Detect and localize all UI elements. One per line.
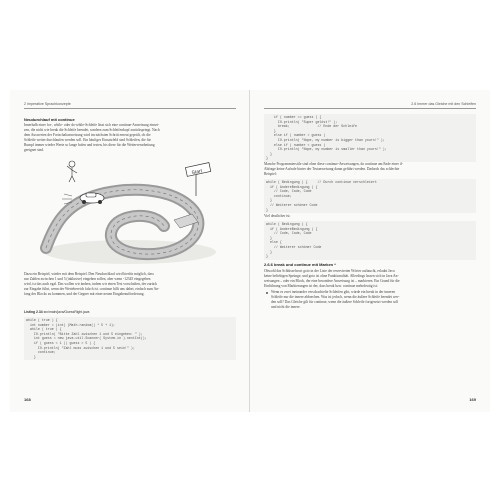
code-line: int guess = new java.util.Scanner( System.in ).nextInt(); [26, 336, 147, 341]
code-line: // Code, Code, Code [266, 189, 312, 194]
text-line: Abfrage keine Aufrufe hinter der Testanweisung daran geführt werden. Dadurch das schlechte [264, 167, 400, 171]
code-line: else if ( number < guess ) [266, 142, 326, 147]
code-line: IO.println( "Zahl muss zwischen 1 und 5 sein!" ); [26, 345, 135, 350]
code-line: } [26, 354, 36, 359]
book-spread [10, 90, 490, 412]
code-block-bad-example [264, 179, 476, 213]
text-line: Viel deutlicher ist: [264, 214, 291, 218]
clearer-paragraph [264, 214, 476, 219]
text-line: den soll? Das Gleiche gilt für continue, wenn die äußere Schleife fortgesetzt werden soll [271, 300, 399, 304]
text-line: weisungen – oder ein Block, der eine besondere Anweisung ist – markieren. Ein Grund für die [264, 279, 400, 283]
text-line: Dazu ein Beispiel, wieder mit dem Beispiel. Den Neudurchlauf wird hierfür möglich, dass [24, 272, 154, 276]
bullet-item [271, 290, 476, 310]
listing-caption [24, 310, 89, 314]
text-line: dem Auswerten der Fortschaltanweisung wird im nächsten Schritt erneut geprüft, ob die [24, 133, 151, 137]
text-line: zen, die nicht wie break die Schleife beendet, sondern zum Schleifenkopf zurückspringt. Nach [24, 128, 160, 132]
code-block-top [264, 114, 476, 162]
code-line: IO.println( "Super gelöst!" ); [266, 119, 338, 124]
code-line: if ( number == guess ) { [266, 115, 322, 119]
text-line: und nicht die innere. [271, 305, 301, 309]
style-paragraph [264, 162, 476, 177]
text-line: zur Eingabe führt, wenn der Wertebereich falsch ist. continue hilft uns dabei, einfach zum An- [24, 287, 160, 291]
text-line: Beispiel: [264, 172, 277, 176]
race-car-icon [62, 193, 104, 204]
text-line: Einführung von Markierungen ist der, dass break bzw. continue mehrdeutig ist: [264, 284, 378, 288]
code-line: // Weiterer schöner Code [266, 244, 322, 249]
text-line: keine beliebigen Sprünge, und goto ist ohne Funktionalität. Allerdings lassen sich in Java An- [264, 274, 399, 278]
start-sign-label: Start [191, 168, 203, 177]
text-line: fang des Blocks zu kommen, und der Gegner mit einer neuen Eingabeaufforderung. [24, 292, 145, 296]
code-block-good-example [264, 221, 476, 260]
code-line: while ( true ) { [26, 318, 58, 322]
page-number-left: 168 [24, 397, 31, 402]
code-line: } [266, 249, 272, 254]
code-line: // Code, Code, Code [266, 231, 312, 236]
code-listing [24, 317, 236, 360]
text-line: Rumpf immer wieder Werte so lange holen und testen, bis diese für die Weiterverarbeitung [24, 143, 155, 147]
code-line: } [266, 128, 276, 133]
text-line: Obwohl das Schlüsselwort goto in der Liste der reservierten Wörter auftaucht, erlaubt Java [264, 269, 395, 273]
code-line: continue; [266, 193, 292, 198]
code-line: int number = (int) (Math.random() * 5 + 1); [26, 322, 116, 327]
section-heading-continue: Neudurchlauf mit continue [24, 117, 75, 122]
text-line: Schleife weiter durchlaufen werden soll. Ein häufiges Einsatzfeld sind Schleifen, die für [24, 138, 151, 142]
code-line: } [266, 198, 272, 203]
code-line: while ( true ) { [26, 327, 62, 332]
code-line: // Weiterer schöner Code [266, 202, 318, 207]
goto-paragraph [264, 269, 476, 289]
start-sign-icon [185, 163, 210, 196]
text-line: Wenn es zwei ineinander verschachtelte Schleifen gibt, würde ein break in der inneren [271, 290, 396, 294]
code-line: IO.println( "Nope, my number is bigger than yours!" ); [266, 137, 385, 142]
spectator-figure-icon [67, 161, 77, 182]
code-line: IO.println( "Nope, my number is smaller than yours!" ); [266, 147, 387, 152]
text-line: geeignet sind. [24, 148, 44, 152]
code-line: } [266, 254, 268, 259]
intro-paragraph [24, 123, 236, 153]
header-rule [24, 108, 236, 109]
code-line: } [266, 156, 268, 161]
listing-number: Listing 2.34 [24, 310, 43, 314]
code-line: if ( AndereBedingung ) { [266, 226, 318, 231]
listing-path: src/main/java/GuessRight.java [43, 310, 90, 314]
code-line: if ( guess < 1 || guess > 5 ) { [26, 340, 96, 345]
header-rule [264, 108, 476, 109]
code-line: if ( AndereBedingung ) { [266, 184, 318, 189]
left-page [10, 90, 250, 412]
code-line: else { [266, 240, 282, 245]
text-line: wird, ist das auch egal. Das wollen wir ändern, indem wir einen Test vorschalten, der zurück [24, 282, 157, 286]
text-line: Manche Programmierstile sind ohne diese continue-Anweisungen, da continue am Ende einer if- [264, 162, 404, 166]
code-line: else if ( number > guess ) [266, 133, 326, 138]
example-paragraph [24, 272, 236, 297]
section-heading-labels: 2.6.6 break und continue mit Marken * [264, 262, 336, 267]
code-line: continue; [26, 350, 56, 355]
loop-track-illustration [24, 156, 236, 268]
text-line: Schleife nur die innere abbrechen. Was ist jedoch, wenn die äußere Schleife beendet wer- [271, 295, 400, 299]
page-number-right: 169 [469, 397, 476, 402]
code-line: IO.println( "Bitte Zahl zwischen 1 und 5 eingeben: " ); [26, 331, 143, 336]
code-line: } [266, 151, 272, 156]
code-line: } [266, 235, 272, 240]
running-header-section: 2.6 Immer das Gleiche mit den Schleifen [411, 102, 476, 106]
code-line: while ( Bedingung ) { [266, 222, 308, 226]
right-page [250, 90, 490, 412]
running-header-chapter: 2 Imperative Sprachkonzepte [24, 102, 71, 106]
bullet-icon [266, 292, 268, 294]
code-line: while ( Bedingung ) { // Durch continue verschleiert [266, 180, 377, 184]
text-line: Innerhalb einer for-, while- oder do-while-Schleife lässt sich eine continue-Anweisung einset- [24, 123, 160, 127]
code-line: } [266, 207, 268, 212]
text-line: nur Zahlen zwischen 1 und 5 (inklusive) eingeben sollen, aber wenn -12345 eingegeben [24, 277, 151, 281]
code-line: break; // Ende der Schleife [266, 124, 358, 129]
